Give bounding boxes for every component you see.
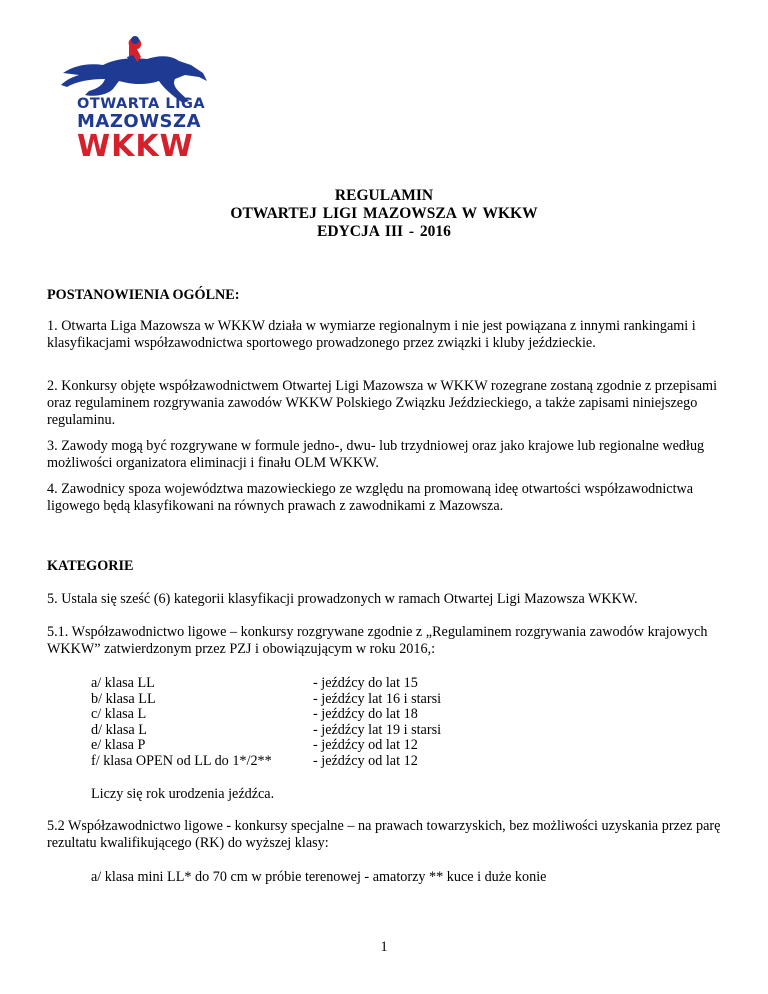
logo-line2: MAZOWSZA [77,111,201,132]
category-riders: - jeźdźcy od lat 12 [313,752,418,769]
logo-line3: WKKW [77,129,194,164]
list-item [91,754,441,770]
page-number: 1 [380,939,388,955]
document-edition: EDYCJA III - 2016 [317,223,451,240]
paragraph-1: 1. Otwarta Liga Mazowsza w WKKW działa w wymiarze regionalnym i nie jest powiązana z innymi rankingami i klasyfikacjami współzawodnictwa sportowego prowadzonego przez związki i kluby jeździeckie. [47,318,696,351]
category-class: f/ klasa OPEN od LL do 1*/2** [91,752,272,769]
category-class: b/ klasa LL [91,690,156,707]
category-class: c/ klasa L [91,706,147,723]
paragraph-5-2-a: a/ klasa mini LL* do 70 cm w próbie terenowej - amatorzy ** kuce i duże konie [91,869,547,885]
section-heading-general: POSTANOWIENIA OGÓLNE: [47,287,240,303]
paragraph-5: 5. Ustala się sześć (6) kategorii klasyfikacji prowadzonych w ramach Otwartej Ligi Mazowsza WKKW. [47,591,638,607]
list-item [91,692,441,708]
section-heading-categories: KATEGORIE [47,558,134,574]
category-list [91,676,441,770]
logo-line1: OTWARTA LIGA [77,96,206,112]
list-item [91,738,441,754]
document-title: REGULAMIN [334,187,434,204]
paragraph-5-2: 5.2 Współzawodnictwo ligowe - konkursy specjalne – na prawach towarzyskich, bez możliwości uzyskania przez parę rezultatu kwalifikującego (RK) do wyższej klasy: [47,818,721,851]
category-class: e/ klasa P [91,737,146,754]
category-riders: - jeźdźcy do lat 18 [313,706,418,723]
document-subtitle: OTWARTEJ LIGI MAZOWSZA W WKKW [230,205,538,222]
category-riders: - jeźdźcy do lat 15 [313,675,418,691]
list-item [91,723,441,739]
jumping-horse-icon [55,35,215,105]
category-riders: - jeźdźcy od lat 12 [313,737,418,754]
list-item [91,707,441,723]
list-item [91,676,441,692]
paragraph-4: 4. Zawodnicy spoza województwa mazowieckiego ze względu na promowaną ideę otwartości współzawodnictwa ligowego będą klasyfikowani na równych prawach z zawodnikami z Mazowsza. [47,481,694,514]
category-class: a/ klasa LL [91,675,155,691]
paragraph-2: 2. Konkursy objęte współzawodnictwem Otwartej Ligi Mazowsza w WKKW rozegrane zostaną zgodnie z przepisami oraz regulaminem rozgrywania zawodów WKKW Polskiego Związku Jeździeckiego, a także zapisami niniejszego regulaminu. [47,378,718,428]
paragraph-5-1: 5.1. Współzawodnictwo ligowe – konkursy rozgrywane zgodnie z „Regulaminem rozgrywania zawodów krajowych WKKW” zatwierdzonym przez PZJ i obowiązującym w roku 2016,: [47,624,708,657]
olm-wkkw-logo [55,35,215,165]
paragraph-3: 3. Zawody mogą być rozgrywane w formule jedno-, dwu- lub trzydniowej oraz jako krajowe lub regionalne według możliwości organizatora eliminacji i finału OLM WKKW. [47,438,705,471]
category-riders: - jeźdźcy lat 19 i starsi [313,721,442,738]
category-class: d/ klasa L [91,721,147,738]
category-riders: - jeźdźcy lat 16 i starsi [313,690,442,707]
birth-year-note: Liczy się rok urodzenia jeźdźca. [91,786,275,802]
